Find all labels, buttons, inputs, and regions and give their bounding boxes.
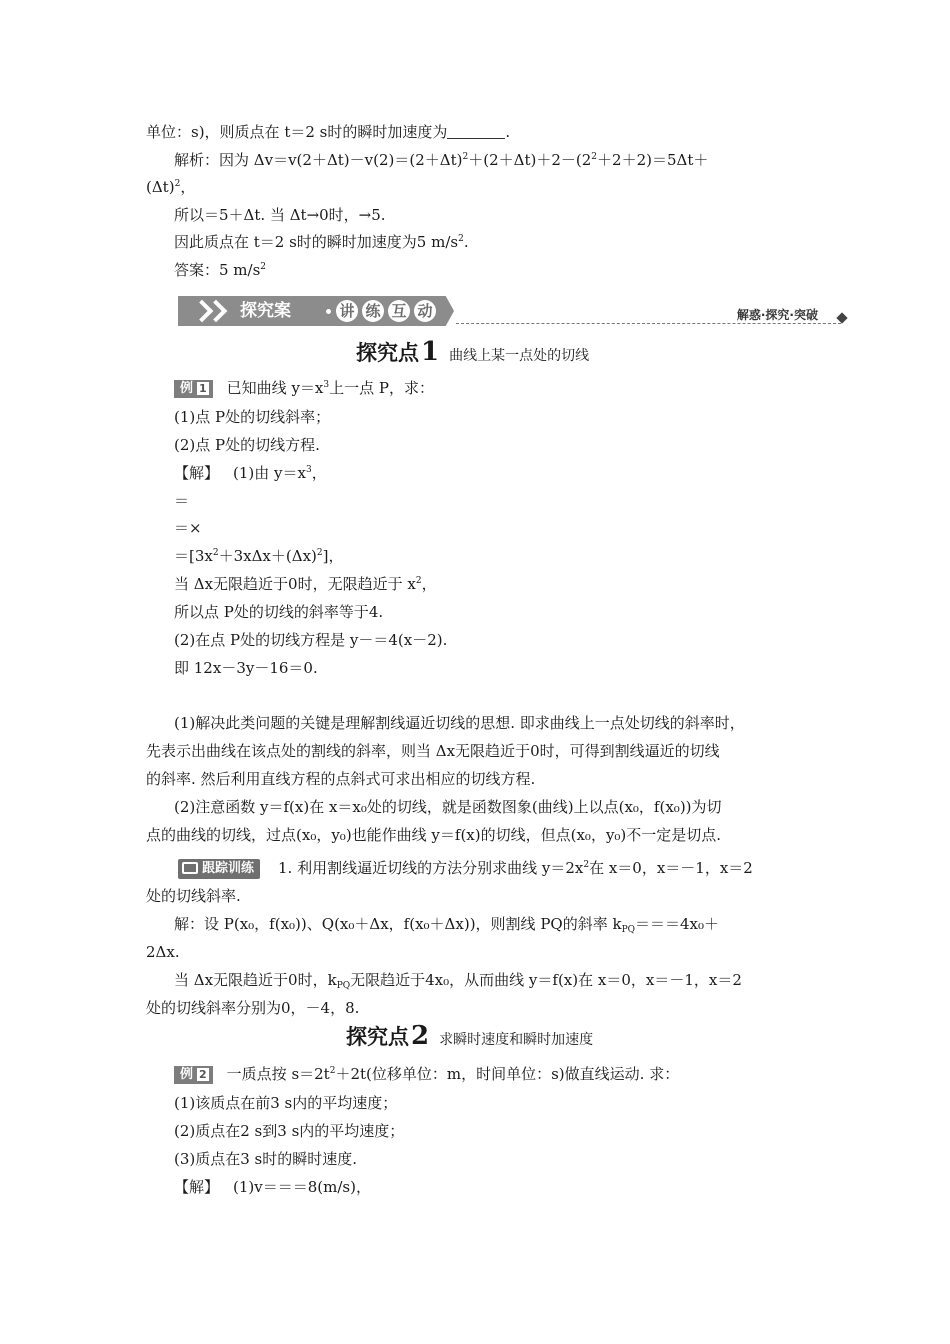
solution-text: (1)由 y＝x: [233, 464, 306, 482]
practice-text: 当 Δx无限趋近于0时，k: [174, 971, 337, 989]
solution-text: 当 Δx无限趋近于0时，无限趋近于 x: [174, 575, 416, 593]
practice-text: 解：设 P(x₀，f(x₀))、Q(x₀＋Δx，f(x₀＋Δx))，则割线 PQ的斜率 k: [174, 915, 622, 933]
section-title: 曲线上某一点处的切线: [449, 348, 590, 364]
example1-solution-4: [174, 546, 343, 566]
example1-solution-7: (2)在点 P处的切线方程是 y－＝4(x－2).: [174, 631, 448, 649]
superscript: 2: [212, 548, 219, 558]
question-text: 一质点按 s＝2t: [226, 1065, 330, 1083]
example1-solution-6: 所以点 P处的切线的斜率等于4.: [174, 603, 384, 621]
banner-title: 探究案: [240, 301, 291, 321]
subscript: PQ: [621, 925, 636, 935]
intro-line-6: [174, 260, 266, 280]
subscript: PQ: [336, 981, 351, 991]
question-text: ＋2t(位移单位：m，时间单位：s)做直线运动. 求：: [335, 1065, 680, 1083]
note-2a: (2)注意函数 y＝f(x)在 x＝x₀处的切线，就是函数图象(曲线)上以点(x₀，f(x₀))为切: [174, 798, 722, 816]
practice-text: 无限趋近于4x₀，从而曲线 y＝f(x)在 x＝0，x＝－1，x＝2: [350, 971, 742, 989]
practice-solution-3: [174, 970, 742, 990]
example1-solution-2: ＝: [174, 492, 190, 510]
example2-q1: (1)该质点在前3 s内的平均速度；: [174, 1094, 398, 1112]
example1-solution-3: ＝×: [174, 519, 202, 537]
solution-text: ，: [421, 575, 437, 593]
superscript: 2: [260, 262, 267, 272]
example1-solution-8: 即 12x－3y－16＝0.: [174, 659, 318, 677]
superscript: 2: [316, 548, 323, 558]
example1-question: [174, 378, 434, 398]
practice-solution-2: 2Δx.: [146, 943, 180, 961]
note-1b: 先表示出曲线在该点处的割线的斜率，则当 Δx无限趋近于0时，可得到割线逼近的切线: [146, 742, 720, 760]
section-label: 探究点: [346, 1025, 409, 1049]
period: .: [505, 123, 511, 141]
banner-pill: 练: [362, 300, 384, 322]
intro-line-4: [174, 205, 386, 225]
section-banner: [178, 296, 848, 328]
diamond-icon: [836, 312, 847, 323]
practice-question: [178, 858, 753, 879]
banner-pill: 动: [414, 300, 436, 322]
analysis-text: 解析：因为 Δv＝v(2＋Δt)－v(2)＝(2＋Δt): [174, 151, 463, 169]
question-text: 上一点 P，求：: [329, 379, 434, 397]
example1-solution-5: [174, 574, 437, 594]
practice-solution-4: 处的切线斜率分别为0，－4，8.: [146, 999, 360, 1017]
superscript: 2: [458, 234, 464, 244]
book-icon: [182, 862, 198, 874]
superscript: 3: [323, 380, 330, 390]
example1-q2: (2)点 P处的切线方程.: [174, 436, 320, 454]
superscript: 2: [174, 179, 181, 189]
section-label: 探究点: [356, 341, 419, 365]
answer-text: 答案：5 m/s: [174, 261, 261, 279]
example2-question: [174, 1064, 679, 1084]
solution-label: 【解】: [174, 1178, 220, 1196]
example1-solution-1: [174, 463, 327, 483]
banner-divider: [456, 323, 841, 324]
banner-subtitle: 解惑·探究·突破: [736, 308, 818, 322]
solution-text: (1)v＝＝＝8(m/s)，: [233, 1178, 371, 1196]
section-heading-2: [346, 1021, 594, 1052]
answer-blank: [447, 124, 505, 139]
example-tag: 例 2: [174, 1066, 213, 1084]
superscript: 3: [305, 465, 312, 475]
question-text: 已知曲线 y＝x: [226, 379, 324, 397]
period: .: [463, 233, 469, 251]
analysis-text: 所以＝5＋Δt. 当 Δt→0时，→5.: [174, 206, 386, 224]
section-heading-1: [356, 337, 590, 368]
practice-question-2: 处的切线斜率.: [146, 887, 241, 905]
banner-pill: 互: [388, 300, 410, 322]
practice-solution-1: [174, 914, 719, 934]
practice-text: 在 x＝0，x＝－1，x＝2: [589, 859, 753, 877]
note-2b: 点的曲线的切线，过点(x₀，y₀)也能作曲线 y＝f(x)的切线，但点(x₀，y₀)不一定是切点.: [146, 826, 722, 844]
superscript: 2: [583, 860, 590, 870]
banner-dot: [326, 309, 331, 314]
example2-q2: (2)质点在2 s到3 s内的平均速度；: [174, 1122, 405, 1140]
analysis-text: ＋(2＋Δt)＋2－(2: [468, 151, 592, 169]
example1-q1: (1)点 P处的切线斜率；: [174, 408, 331, 426]
analysis-text: 因此质点在 t＝2 s时的瞬时加速度为5 m/s: [174, 233, 459, 251]
solution-text: ＝[3x: [174, 547, 213, 565]
superscript: 2: [329, 1066, 336, 1076]
solution-label: 【解】: [174, 464, 220, 482]
practice-text: 1. 利用割线逼近切线的方法分别求曲线 y＝2x: [278, 859, 584, 877]
intro-line-5: [174, 232, 469, 252]
intro-line-2: [174, 150, 708, 170]
section-number: 2: [411, 1021, 430, 1051]
section-number: 1: [421, 337, 440, 367]
solution-text: ]，: [322, 547, 344, 565]
note-1a: (1)解决此类问题的关键是理解割线逼近切线的思想. 即求曲线上一点处切线的斜率时，: [174, 714, 745, 732]
intro-line-1: [146, 122, 510, 142]
intro-text: 单位：s)，则质点在 t＝2 s时的瞬时加速度为: [146, 123, 448, 141]
note-1c: 的斜率. 然后利用直线方程的点斜式可求出相应的切线方程.: [146, 770, 536, 788]
intro-line-3: $(\Delta t)^2$，: [146, 178, 196, 196]
superscript: 2: [462, 152, 469, 162]
solution-text: ＋3xΔx＋(Δx): [218, 547, 317, 565]
banner-pill: 讲: [336, 300, 358, 322]
example2-solution-1: [174, 1177, 371, 1197]
example2-q3: (3)质点在3 s时的瞬时速度.: [174, 1150, 358, 1168]
practice-tag: 跟踪训练: [178, 859, 260, 879]
analysis-text: (Δt): [146, 178, 175, 196]
superscript: 2: [591, 152, 598, 162]
solution-text: ，: [311, 464, 327, 482]
practice-text: ＝＝＝4x₀＋: [635, 915, 720, 933]
analysis-text: ＋2＋2)＝5Δt＋: [597, 151, 709, 169]
example-tag: 例 1: [174, 380, 213, 398]
superscript: 2: [415, 576, 422, 586]
section-title: 求瞬时速度和瞬时加速度: [439, 1032, 594, 1048]
